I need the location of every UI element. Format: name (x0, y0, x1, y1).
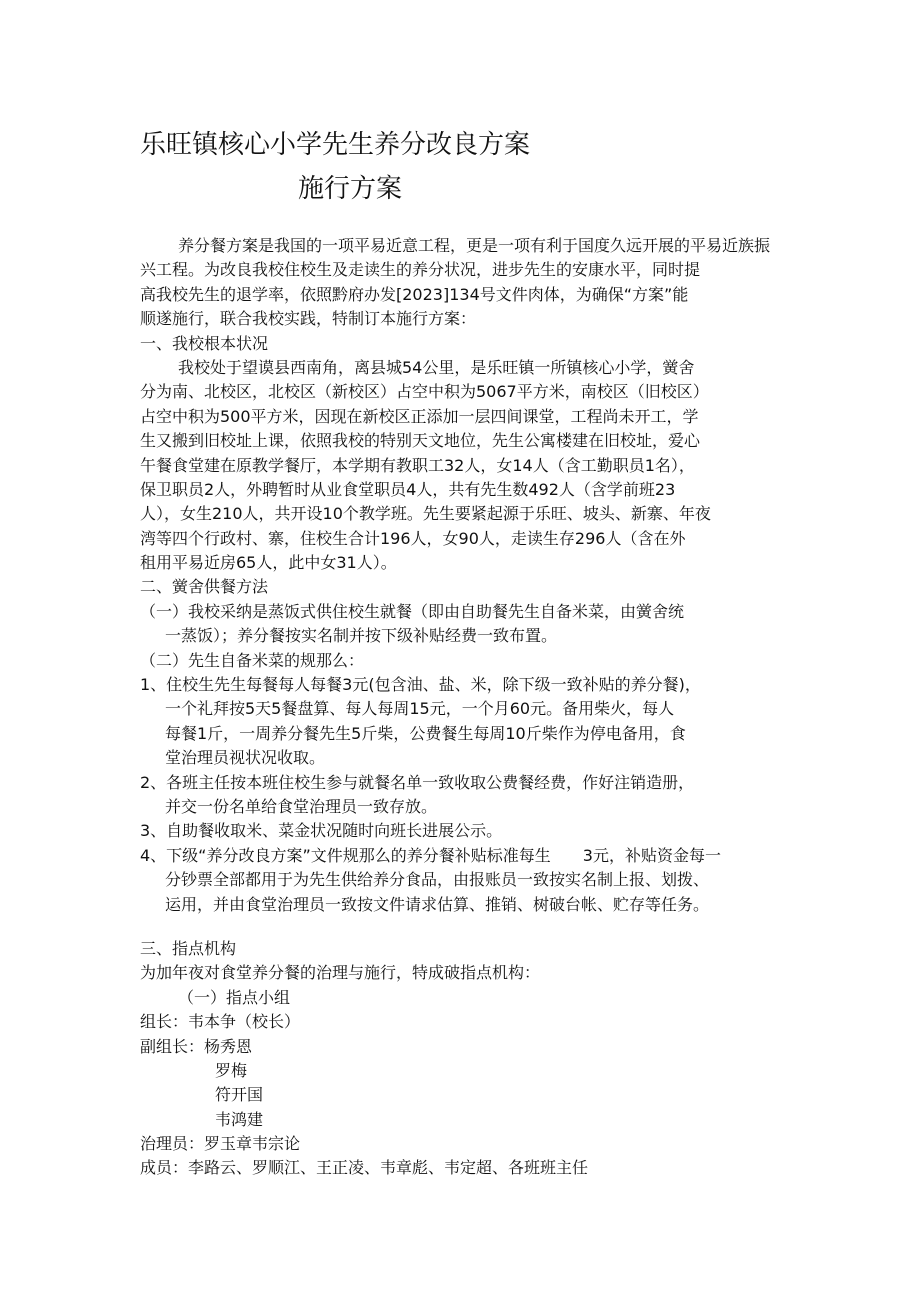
document-body (140, 234, 820, 1181)
section1-line: 占空中积为500平方米，因现在新校区正添加一层四间课堂，工程尚未开工，学 (140, 406, 699, 426)
rule-item-4: 分钞票全部都用于为先生供给养分食品，由报账员一致按实名制上报、划拨、 (165, 870, 710, 890)
document-title: 乐旺镇核心小学先生养分改良方案 (140, 130, 531, 160)
intro-line: 兴工程。为改良我校住校生及走读生的养分状况，进步先生的安康水平，同时提 (140, 260, 701, 280)
section3-sub1: （一）指点小组 (178, 987, 291, 1007)
rule-item-1: 一个礼拜按5天5餐盘算、每人每周15元，一个月60元。备用柴火，每人 (165, 699, 675, 719)
deputy-leader-more: 罗梅 (215, 1060, 248, 1080)
section1-line: 午餐食堂建在原教学餐厅，本学期有教职工32人，女14人（含工勤职员1名）， (140, 455, 695, 475)
section3-intro: 为加年夜对食堂养分餐的治理与施行，特成破指点机构： (140, 963, 541, 983)
members: 成员：李路云、罗顺江、王正凌、韦章彪、韦定超、各班班主任 (140, 1158, 589, 1178)
group-leader: 组长：韦本争（校长） (140, 1012, 301, 1032)
rule-item-3: 3、自助餐收取米、菜金状况随时向班长进展公示。 (140, 821, 503, 841)
section3-heading: 三、指点机构 (140, 938, 237, 958)
rule-item-2: 2、各班主任按本班住校生参与就餐名单一致收取公费餐经费，作好注销造册， (140, 772, 695, 792)
document-subtitle: 施行方案 (298, 174, 403, 204)
section1-line: 保卫职员2人，外聘暂时从业食堂职员4人，共有先生数492人（含学前班23 (140, 479, 676, 499)
deputy-leader-more: 符开国 (215, 1085, 264, 1105)
rule-item-4: 运用，并由食堂治理员一致按文件请求估算、推销、树破台帐、贮存等任务。 (165, 894, 710, 914)
section2-heading: 二、黉舍供餐方法 (140, 577, 269, 597)
intro-line: 顺遂施行，联合我校实践，特制订本施行方案： (140, 309, 477, 329)
deputy-leader: 副组长：杨秀恩 (140, 1036, 253, 1056)
section1-heading: 一、我校根本状况 (140, 333, 269, 353)
section1-line: 分为南、北校区，北校区（新校区）占空中积为5067平方米，南校区（旧校区） (140, 382, 709, 402)
section2-sub1: 一蒸饭）；养分餐按实名制并按下级补贴经费一致布置。 (165, 626, 558, 646)
section1-line: 我校处于望谟县西南角，离县城54公里，是乐旺镇一所镇核心小学，黉舍 (178, 357, 695, 377)
rule-item-1: 1、住校生先生每餐每人每餐3元(包含油、盐、米，除下级一致补贴的养分餐)， (140, 675, 701, 695)
intro-line: 养分餐方案是我国的一项平易近意工程，更是一项有利于国度久远开展的平易近族振 (178, 236, 771, 255)
section1-line: 生又搬到旧校址上课，依照我校的特别天文地位，先生公寓楼建在旧校址，爱心 (140, 431, 701, 451)
rule-item-2: 并交一份名单给食堂治理员一致存放。 (165, 796, 438, 816)
section1-line: 湾等四个行政村、寨，住校生合计196人，女90人，走读生存296人（含在外 (140, 528, 686, 548)
rule-item-4: 4、下级“养分改良方案”文件规那么的养分餐补贴标准每生 3元，补贴资金每一 (140, 845, 721, 865)
deputy-leader-more: 韦鸿建 (215, 1109, 264, 1129)
manager: 治理员：罗玉章韦宗论 (140, 1134, 301, 1154)
intro-line: 高我校先生的退学率，依照黔府办发[2023]134号文件肉体，为确保“方案”能 (140, 284, 689, 304)
section1-line: 租用平易近房65人，此中女31人）。 (140, 553, 397, 573)
rule-item-1: 每餐1斤，一周养分餐先生5斤柴，公费餐生每周10斤柴作为停电备用，食 (165, 723, 686, 743)
section2-sub1: （一）我校采纳是蒸饭式供住校生就餐（即由自助餐先生自备米菜，由黉舍统 (140, 601, 685, 621)
section2-sub2: （二）先生自备米菜的规那么： (140, 650, 365, 670)
section1-line: 人），女生210人，共开设10个教学班。先生要紧起源于乐旺、坡头、新寨、年夜 (140, 504, 711, 524)
rule-item-1: 堂治理员视状况收取。 (165, 748, 326, 768)
